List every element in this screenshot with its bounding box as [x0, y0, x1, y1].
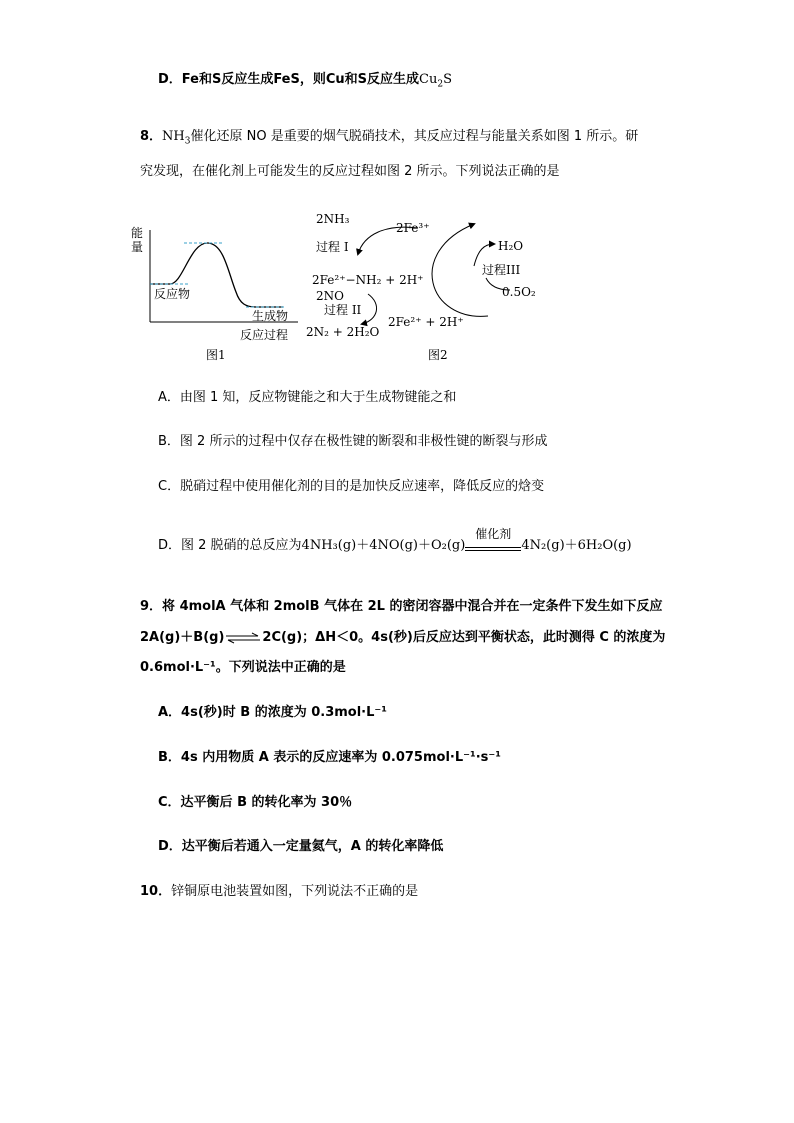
q10-stem-text: 锌铜原电池装置如图，下列说法不正确的是	[171, 884, 419, 899]
q7-option-d-label: D．	[158, 72, 182, 87]
fig1-y-label-2: 量	[131, 240, 144, 254]
q8-equation-left: 4NH₃(g)＋4NO(g)＋O₂(g)	[301, 538, 466, 553]
q9-option-c: C．达平衡后 B 的转化率为 30％	[158, 795, 353, 810]
fig1-x-label: 反应过程	[240, 328, 289, 342]
fig2-o2: 0.5O₂	[502, 285, 536, 299]
q8-option-c: C．脱硝过程中使用催化剂的目的是加快反应速率，降低反应的焓变	[158, 479, 545, 494]
q9-option-d: D．达平衡后若通入一定量氦气，A 的转化率降低	[158, 839, 444, 854]
fig2-process1: 过程 I	[316, 240, 349, 254]
q7-formula: $Cu_2S$	[419, 72, 452, 90]
fig2-process3: 过程III	[482, 263, 521, 277]
fig2-nh3: 2NH₃	[316, 212, 350, 226]
fig1-caption: 图1	[206, 348, 226, 362]
q9-stem1: 将 4molA 气体和 2molB 气体在 2L 的密闭容器中混合并在一定条件下发生如下反应	[162, 599, 663, 614]
fig2-fe-nh2: 2Fe²⁺−NH₂ + 2H⁺	[312, 273, 424, 287]
q9-stem-line1	[140, 598, 662, 616]
q9-stem-line3: 0.6mol·L⁻¹。下列说法中正确的是	[140, 660, 346, 675]
q9-eq-right: 2C(g)；ΔH＜0。4s(秒)后反应达到平衡状态，此时测得 C 的浓度为	[262, 630, 666, 645]
q9-option-b: B．4s 内用物质 A 表示的反应速率为 0.075mol·L⁻¹·s⁻¹	[158, 750, 501, 765]
q9-option-a: A．4s(秒)时 B 的浓度为 0.3mol·L⁻¹	[158, 705, 387, 720]
figure-2	[306, 206, 556, 366]
catalytic-cycle-diagram	[306, 206, 556, 366]
catalyst-arrow	[465, 527, 521, 551]
fig1-product: 生成物	[252, 309, 289, 323]
q8-option-b: B．图 2 所示的过程中仅存在极性键的断裂和非极性键的断裂与形成	[158, 434, 548, 449]
q8-option-d-label: D．图 2 脱硝的总反应为	[158, 538, 302, 553]
fig1-reactant: 反应物	[154, 287, 191, 301]
q10-stem	[140, 883, 418, 901]
energy-diagram	[128, 212, 308, 372]
fig2-h2o: H₂O	[498, 239, 524, 253]
fig2-no: 2NO	[316, 289, 344, 303]
q8-nh3: $NH_3$	[162, 129, 191, 147]
q8-option-d	[158, 527, 632, 555]
q8-number: 8．	[140, 129, 163, 144]
fig2-process2: 过程 II	[324, 303, 362, 317]
q8-option-a: A．由图 1 知，反应物键能之和大于生成物键能之和	[158, 390, 457, 405]
q8-stem-line2: 究发现，在催化剂上可能发生的反应过程如图 2 所示。下列说法正确的是	[140, 164, 560, 179]
fig1-y-label-1: 能	[131, 226, 144, 240]
fig2-n2: 2N₂ + 2H₂O	[306, 325, 380, 339]
fig2-fe3: 2Fe³⁺	[396, 221, 430, 235]
catalyst-label: 催化剂	[475, 527, 512, 541]
q7-option-d-text: Fe和S反应生成FeS，则Cu和S反应生成	[181, 72, 420, 87]
q7-option-d	[158, 71, 452, 89]
q9-stem-line2	[140, 629, 665, 647]
figure-1	[128, 212, 308, 372]
equilibrium-arrow-icon	[224, 632, 262, 644]
q9-number: 9．	[140, 599, 163, 614]
q8-stem1: 催化还原 NO 是重要的烟气脱硝技术，其反应过程与能量关系如图 1 所示。研	[190, 129, 639, 144]
q9-eq-left: 2A(g)＋B(g)	[140, 630, 225, 645]
fig2-fe2: 2Fe²⁺ + 2H⁺	[388, 315, 464, 329]
q10-number: 10．	[140, 884, 172, 899]
q8-equation-right: 4N₂(g)＋6H₂O(g)	[521, 538, 632, 553]
fig2-caption: 图2	[428, 348, 448, 362]
q8-stem-line1	[140, 128, 638, 146]
